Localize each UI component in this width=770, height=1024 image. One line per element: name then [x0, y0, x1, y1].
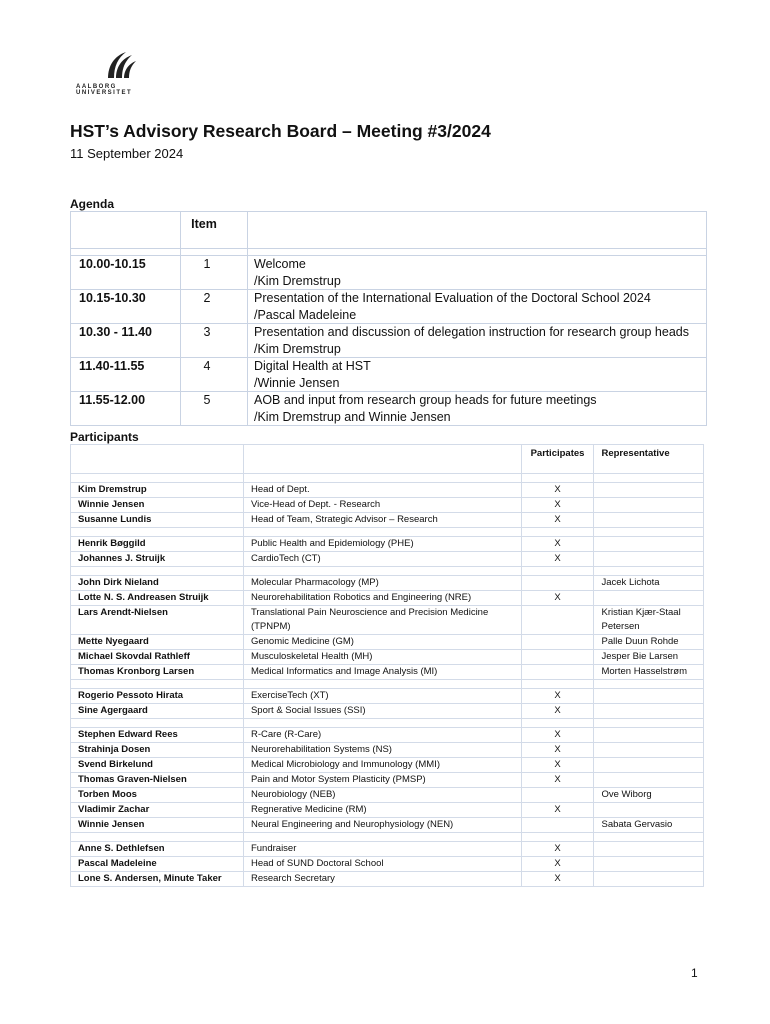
agenda-time: 10.30 - 11.40 [71, 324, 181, 358]
participant-department: Regnerative Medicine (RM) [243, 803, 521, 818]
agenda-description [248, 392, 707, 426]
participant-representative: Palle Duun Rohde [594, 635, 704, 650]
participant-department: Translational Pain Neuroscience and Precision Medicine (TPNPM) [243, 606, 521, 635]
participant-department: Neural Engineering and Neurophysiology (NEN) [243, 818, 521, 833]
participant-attendance: X [521, 743, 594, 758]
participant-row [71, 537, 704, 552]
agenda-presenter: /Pascal Madeleine [254, 307, 357, 322]
participant-representative [594, 857, 704, 872]
participant-department: Neurorehabilitation Systems (NS) [243, 743, 521, 758]
participant-representative: Jacek Lichota [594, 576, 704, 591]
participant-name: Svend Birkelund [71, 758, 244, 773]
participant-attendance: X [521, 498, 594, 513]
participant-representative [594, 591, 704, 606]
participant-attendance [521, 665, 594, 680]
agenda-item-number: 3 [181, 324, 248, 358]
agenda-row [71, 290, 707, 324]
agenda-time: 11.40-11.55 [71, 358, 181, 392]
participant-row [71, 552, 704, 567]
participant-row [71, 483, 704, 498]
agenda-presenter: /Kim Dremstrup [254, 341, 341, 356]
agenda-topic: AOB and input from research group heads for future meetings [254, 393, 597, 407]
agenda-header-time [71, 212, 181, 249]
participant-department: Pain and Motor System Plasticity (PMSP) [243, 773, 521, 788]
participant-attendance [521, 650, 594, 665]
participant-department: Molecular Pharmacology (MP) [243, 576, 521, 591]
participant-department: Sport & Social Issues (SSI) [243, 704, 521, 719]
participant-row [71, 606, 704, 635]
participant-attendance: X [521, 552, 594, 567]
agenda-row [71, 358, 707, 392]
participant-department: Genomic Medicine (GM) [243, 635, 521, 650]
participant-department: Musculoskeletal Health (MH) [243, 650, 521, 665]
participant-row [71, 803, 704, 818]
agenda-table [70, 211, 707, 426]
participant-name: Susanne Lundis [71, 513, 244, 528]
participant-representative [594, 872, 704, 887]
participant-name: Winnie Jensen [71, 818, 244, 833]
participant-representative [594, 743, 704, 758]
agenda-row [71, 324, 707, 358]
agenda-topic: Presentation and discussion of delegation instruction for research group heads [254, 325, 689, 339]
agenda-time: 11.55-12.00 [71, 392, 181, 426]
participant-representative [594, 773, 704, 788]
participant-department: Neurobiology (NEB) [243, 788, 521, 803]
participant-name: Mette Nyegaard [71, 635, 244, 650]
participant-department: Head of Dept. [243, 483, 521, 498]
agenda-presenter: /Winnie Jensen [254, 375, 340, 390]
participant-representative [594, 483, 704, 498]
agenda-description [248, 256, 707, 290]
participants-label: Participants [70, 430, 139, 444]
agenda-time: 10.15-10.30 [71, 290, 181, 324]
university-logo [76, 50, 176, 96]
participant-name: Thomas Kronborg Larsen [71, 665, 244, 680]
participant-name: Michael Skovdal Rathleff [71, 650, 244, 665]
participant-row [71, 591, 704, 606]
agenda-presenter: /Kim Dremstrup [254, 273, 341, 288]
agenda-header-description [248, 212, 707, 249]
participant-representative [594, 803, 704, 818]
participant-name: Anne S. Dethlefsen [71, 842, 244, 857]
participant-attendance: X [521, 728, 594, 743]
participant-row [71, 773, 704, 788]
agenda-description [248, 290, 707, 324]
participant-name: John Dirk Nieland [71, 576, 244, 591]
agenda-item-number: 1 [181, 256, 248, 290]
participants-spacer-row [71, 833, 704, 842]
participant-name: Lone S. Andersen, Minute Taker [71, 872, 244, 887]
participant-name: Stephen Edward Rees [71, 728, 244, 743]
participant-attendance [521, 818, 594, 833]
participant-row [71, 818, 704, 833]
participant-attendance [521, 606, 594, 635]
participant-department: Medical Microbiology and Immunology (MMI) [243, 758, 521, 773]
participants-spacer-row [71, 567, 704, 576]
participant-name: Rogerio Pessoto Hirata [71, 689, 244, 704]
agenda-topic: Presentation of the International Evaluation of the Doctoral School 2024 [254, 291, 651, 305]
participant-department: Neurorehabilitation Robotics and Engineering (NRE) [243, 591, 521, 606]
agenda-row [71, 256, 707, 290]
participant-row [71, 758, 704, 773]
participant-representative [594, 537, 704, 552]
participant-representative [594, 758, 704, 773]
participant-attendance: X [521, 689, 594, 704]
participant-row [71, 665, 704, 680]
participant-attendance: X [521, 803, 594, 818]
agenda-description [248, 324, 707, 358]
participant-attendance: X [521, 537, 594, 552]
agenda-item-number: 4 [181, 358, 248, 392]
participant-name: Thomas Graven-Nielsen [71, 773, 244, 788]
agenda-time: 10.00-10.15 [71, 256, 181, 290]
participant-attendance [521, 576, 594, 591]
participants-spacer-row [71, 528, 704, 537]
participant-name: Winnie Jensen [71, 498, 244, 513]
page-title: HST’s Advisory Research Board – Meeting #3/2024 [70, 121, 491, 141]
participant-department: Public Health and Epidemiology (PHE) [243, 537, 521, 552]
participant-representative [594, 498, 704, 513]
participant-attendance: X [521, 704, 594, 719]
participant-department: Research Secretary [243, 872, 521, 887]
participant-department: R-Care (R-Care) [243, 728, 521, 743]
aau-wave-logo-icon [104, 50, 138, 80]
participant-representative [594, 689, 704, 704]
participant-row [71, 857, 704, 872]
agenda-spacer-row [71, 249, 707, 256]
participant-representative: Morten Hasselstrøm [594, 665, 704, 680]
participant-attendance: X [521, 773, 594, 788]
meeting-date: 11 September 2024 [70, 146, 184, 161]
participant-representative [594, 552, 704, 567]
participant-name: Vladimir Zachar [71, 803, 244, 818]
agenda-item-number: 5 [181, 392, 248, 426]
participant-name: Henrik Bøggild [71, 537, 244, 552]
agenda-presenter: /Kim Dremstrup and Winnie Jensen [254, 409, 451, 424]
agenda-row [71, 392, 707, 426]
page-number: 1 [691, 966, 698, 980]
logo-text: AALBORG UNIVERSITET [76, 84, 133, 96]
participant-representative [594, 842, 704, 857]
participant-name: Strahinja Dosen [71, 743, 244, 758]
participant-attendance: X [521, 591, 594, 606]
participants-spacer-row [71, 719, 704, 728]
participant-row [71, 788, 704, 803]
participant-department: Vice-Head of Dept. - Research [243, 498, 521, 513]
participant-attendance: X [521, 872, 594, 887]
participant-representative: Jesper Bie Larsen [594, 650, 704, 665]
participant-name: Lotte N. S. Andreasen Struijk [71, 591, 244, 606]
agenda-header-row [71, 212, 707, 249]
participant-row [71, 635, 704, 650]
participant-name: Lars Arendt-Nielsen [71, 606, 244, 635]
participant-name: Pascal Madeleine [71, 857, 244, 872]
participant-representative [594, 513, 704, 528]
participant-name: Sine Agergaard [71, 704, 244, 719]
participant-row [71, 743, 704, 758]
participant-name: Kim Dremstrup [71, 483, 244, 498]
participant-row [71, 689, 704, 704]
participants-table [70, 444, 704, 887]
participants-spacer-row [71, 680, 704, 689]
agenda-item-number: 2 [181, 290, 248, 324]
participant-row [71, 842, 704, 857]
participant-representative [594, 728, 704, 743]
participant-name: Johannes J. Struijk [71, 552, 244, 567]
participant-row [71, 872, 704, 887]
participant-representative: Kristian Kjær-Staal Petersen [594, 606, 704, 635]
participant-attendance: X [521, 842, 594, 857]
participant-attendance [521, 788, 594, 803]
participant-row [71, 704, 704, 719]
participant-department: Head of SUND Doctoral School [243, 857, 521, 872]
participant-attendance: X [521, 857, 594, 872]
participant-row [71, 498, 704, 513]
col-representative: Representative [594, 445, 704, 474]
agenda-topic: Welcome [254, 257, 306, 271]
participant-row [71, 650, 704, 665]
agenda-topic: Digital Health at HST [254, 359, 371, 373]
participants-spacer-row [71, 474, 704, 483]
participants-header-row [71, 445, 704, 474]
participant-attendance: X [521, 483, 594, 498]
participant-row [71, 513, 704, 528]
agenda-label: Agenda [70, 197, 115, 211]
participant-attendance: X [521, 513, 594, 528]
participant-row [71, 576, 704, 591]
col-participates: Participates [521, 445, 594, 474]
participant-department: Fundraiser [243, 842, 521, 857]
participant-department: Medical Informatics and Image Analysis (MI) [243, 665, 521, 680]
participant-name: Torben Moos [71, 788, 244, 803]
agenda-header-item: Item [181, 212, 248, 249]
agenda-description [248, 358, 707, 392]
participant-attendance [521, 635, 594, 650]
participant-representative: Ove Wiborg [594, 788, 704, 803]
participant-representative [594, 704, 704, 719]
participant-row [71, 728, 704, 743]
participant-attendance: X [521, 758, 594, 773]
participant-representative: Sabata Gervasio [594, 818, 704, 833]
participant-department: Head of Team, Strategic Advisor – Research [243, 513, 521, 528]
participant-department: ExerciseTech (XT) [243, 689, 521, 704]
participant-department: CardioTech (CT) [243, 552, 521, 567]
